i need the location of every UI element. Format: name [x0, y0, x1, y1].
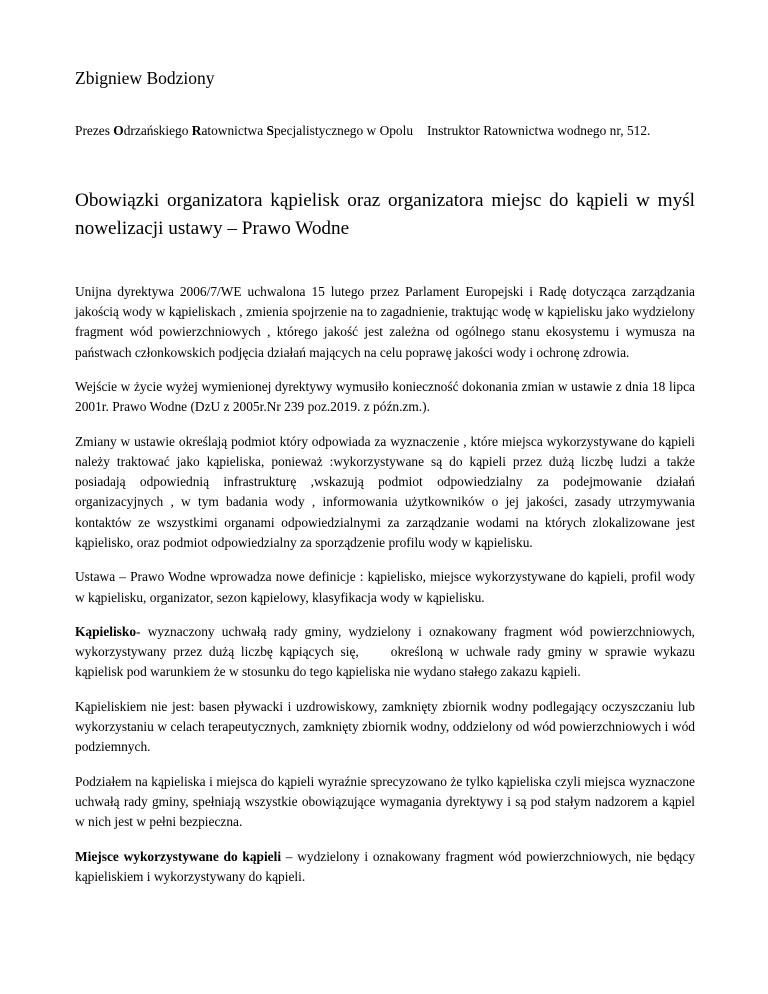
- affiliation-initial: S: [266, 123, 274, 138]
- instructor-info: Instruktor Ratownictwa wodnego nr, 512.: [427, 123, 651, 138]
- term-bathing-place: Miejsce wykorzystywane do kąpieli: [75, 848, 282, 864]
- affiliation-text: Prezes: [75, 123, 114, 138]
- paragraph-directive: Unijna dyrektywa 2006/7/WE uchwalona 15 lutego przez Parlament Europejski i Radę dotycząca zarządzania jakością wody w kąpieliskach , zmienia spojrzenie na to zagadnienie, traktując wodę w kąpielisku jako wydzielony fragment wód powierzchniowych , którego jakość jest zależna od ogólnego stanu ekosystemu i wymusza na państwach członkowskich podjęcia działań mających na celu poprawę jakości wody i ochronę zdrowia.: [75, 284, 695, 360]
- paragraph-kapielisko-definition: Kąpielisko- wyznaczony uchwałą rady gminy, wydzielony i oznakowany fragment wód powierzchniowych, wykorzystywany przez dużą liczbę kąpiących się, określoną w uchwale rady gminy w sprawie wykazu kąpielisk pod warunkiem że w stosunku do tego kąpieliska nie wydano stałego zakazu kąpieli.: [75, 624, 696, 680]
- author-name: Zbigniew Bodziony: [75, 68, 215, 88]
- document-title: Obowiązki organizatora kąpielisk oraz organizatora miejsc do kąpieli w myśl nowelizacji ustawy – Prawo Wodne: [75, 190, 695, 239]
- term-kapielisko: Kąpielisko: [75, 624, 137, 640]
- paragraph-definitions: Ustawa – Prawo Wodne wprowadza nowe definicje : kąpielisko, miejsce wykorzystywane do kąpieli, profil wody w kąpielisku, organizator, sezon kąpielowy, klasyfikacja wody w kąpielisku.: [75, 569, 695, 605]
- affiliation-text: drzańskiego: [123, 123, 192, 138]
- paragraph-implementation: Wejście w życie wyżej wymienionej dyrektywy wymusiło konieczność dokonania zmian w ustawie z dnia 18 lipca 2001r. Prawo Wodne (DzU z 2005r.Nr 239 poz.2019. z późn.zm.).: [75, 379, 695, 415]
- paragraph-bathing-place-definition: Miejsce wykorzystywane do kąpieli – wydzielony i oznakowany fragment wód powierzchniowych, nie będący kąpieliskiem i wykorzystywany do kąpieli.: [75, 848, 696, 884]
- paragraph-changes: Zmiany w ustawie określają podmiot który odpowiada za wyznaczenie , które miejsca wykorzystywane do kąpieli należy traktować jako kąpieliska, ponieważ :wykorzystywane są do kąpieli przez dużą liczbę ludzi a także posiadają odpowiednią infrastrukturę ,wskazują podmiot odpowiedzialny za podejmowanie działań organizacyjnych , w tym badania wody , informowania użytkowników o jej jakości, zasady utrzymywania kontaktów ze wszystkimi organami odpowiedzialnymi za zarządzanie wodami na których zlokalizowane jest kąpielisko, oraz podmiot odpowiedzialny za sporządzenie profilu wody w kąpielisku.: [75, 433, 695, 550]
- document-body: [75, 282, 695, 901]
- paragraph-exclusions: Kąpieliskiem nie jest: basen pływacki i uzdrowiskowy, zamknięty zbiornik wodny podlegający oczyszczaniu lub wykorzystaniu w celach terapeutycznych, zamknięty zbiornik wodny, oddzielony od wód powierzchniowych i wód podziemnych.: [75, 698, 695, 755]
- affiliation-text: atownictwa: [201, 123, 267, 138]
- affiliation-initial: R: [191, 123, 202, 138]
- affiliation-initial: O: [113, 123, 124, 138]
- paragraph-division: Podziałem na kąpieliska i miejsca do kąpieli wyraźnie sprecyzowano że tylko kąpieliska czyli miejsca wyznaczone uchwałą rady gminy, spełniają wszystkie obowiązujące wymagania dyrektywy i są pod stałym nadzorem a kąpiel w nich jest w pełni bezpieczna.: [75, 773, 695, 830]
- author-affiliation: [75, 120, 695, 141]
- affiliation-text: pecjalistycznego w Opolu: [273, 123, 414, 138]
